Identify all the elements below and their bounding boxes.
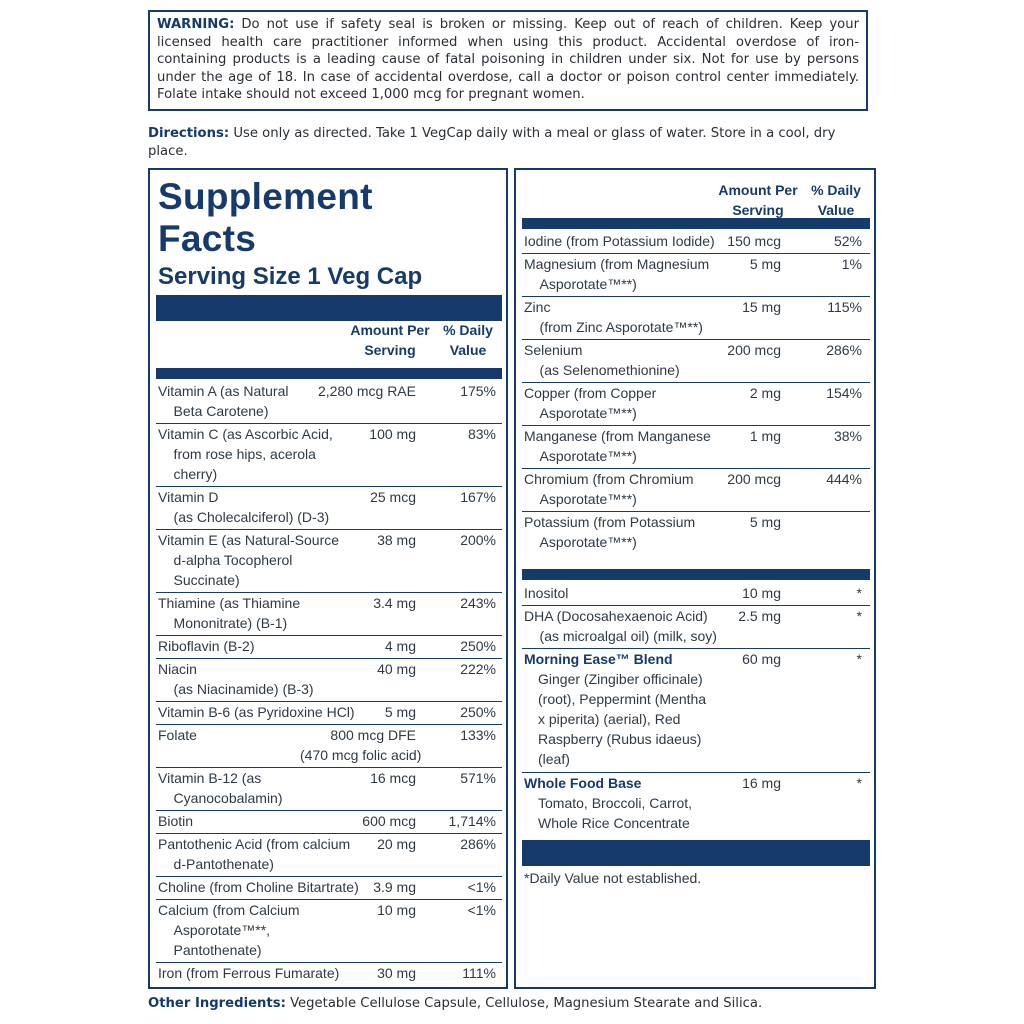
nutrient-name: Vitamin D (as Cholecalciferol) (D-3) <box>158 489 330 525</box>
directions-label: Directions: <box>148 126 230 141</box>
nutrient-amount: 2 mg <box>749 385 781 401</box>
blend-daily-value: * <box>856 775 862 791</box>
nutrient-amount: 38 mg <box>377 532 416 548</box>
warning-text: Do not use if safety seal is broken or missing. Keep out of reach of children. Keep your licensed health care practitioner informed when using this product. Accidental overdose of iron-containing products is a leading cause of fatal poisoning in children under six. Not for use by persons under the age of 18. In case of accidental overdose, call a doctor or poison control center immediately. Folate intake should not exceed 1,000 mcg for pregnant women. <box>157 17 859 103</box>
nutrient-daily-value: 111% <box>462 965 496 981</box>
nutrient-daily-value: 571% <box>460 770 496 786</box>
nutrient-name: Vitamin B-6 (as Pyridoxine HCl) <box>158 704 355 720</box>
nutrient-amount: 10 mg <box>377 902 416 918</box>
nutrient-name: Potassium (from Potassium Asporotate™**) <box>524 514 696 550</box>
nutrient-amount: 40 mg <box>377 661 416 677</box>
column-header-amount: Amount Per Serving <box>718 182 798 218</box>
nutrient-name: Calcium (from Calcium Asporotate™**, Pantothenate) <box>158 902 300 958</box>
nutrient-name: Chromium (from Chromium Asporotate™**) <box>524 471 694 507</box>
nutrient-name: DHA (Docosahexaenoic Acid) (as microalgal oil) (milk, soy) <box>524 608 717 644</box>
nutrient-daily-value: 1% <box>841 256 862 272</box>
nutrient-name: Vitamin C (as Ascorbic Acid, from rose hips, acerola cherry) <box>158 426 333 482</box>
nutrient-name: Biotin <box>158 813 194 829</box>
nutrient-name: Iodine (from Potassium Iodide) <box>524 233 715 249</box>
facts-title-line1: Supplement <box>158 176 373 217</box>
supplement-facts-right-panel <box>514 168 876 989</box>
nutrient-amount: 30 mg <box>377 965 416 981</box>
directions-text: Use only as directed. Take 1 VegCap daily with a meal or glass of water. Store in a cool, dry place. <box>148 126 836 159</box>
nutrient-name: Vitamin A (as Natural Beta Carotene) <box>158 383 289 419</box>
blend-name: Morning Ease™ Blend <box>524 651 673 667</box>
nutrient-daily-value: 175% <box>460 383 496 399</box>
nutrient-name: Copper (from Copper Asporotate™**) <box>524 385 657 421</box>
column-header-dv: % Daily Value <box>443 322 493 358</box>
nutrient-amount: 600 mcg <box>362 813 416 829</box>
nutrient-name: Vitamin B-12 (as Cyanocobalamin) <box>158 770 283 806</box>
blend-amount: 60 mg <box>742 651 781 667</box>
nutrient-daily-value: 286% <box>826 342 862 358</box>
nutrient-name: Folate <box>158 727 197 743</box>
nutrient-name: Zinc (from Zinc Asporotate™**) <box>524 299 703 335</box>
nutrient-daily-value: <1% <box>467 902 496 918</box>
nutrient-amount: 16 mcg <box>370 770 416 786</box>
nutrient-name: Manganese (from Manganese Asporotate™**) <box>524 428 711 464</box>
nutrient-amount: 2.5 mg <box>738 608 781 624</box>
column-header-amount: Amount Per Serving <box>350 322 430 358</box>
other-ingredients-label: Other Ingredients: <box>148 996 286 1011</box>
nutrient-amount: 3.4 mg <box>373 595 416 611</box>
nutrient-name: Thiamine (as Thiamine Mononitrate) (B-1) <box>158 595 301 631</box>
thick-bar <box>522 840 870 866</box>
nutrient-name: Vitamin E (as Natural-Source d-alpha Tocopherol Succinate) <box>158 532 340 588</box>
nutrient-amount: 150 mcg <box>727 233 781 249</box>
facts-title <box>158 176 373 260</box>
nutrient-daily-value: 52% <box>833 233 862 249</box>
nutrient-amount: 5 mg <box>749 514 781 530</box>
nutrient-daily-value: 133% <box>460 727 496 743</box>
blend-description: Ginger (Zingiber officinale) (root), Peppermint (Mentha x piperita) (aerial), Red Raspberry (Rubus idaeus) (leaf) <box>538 671 707 767</box>
nutrient-daily-value: 286% <box>460 836 496 852</box>
nutrient-amount: 15 mg <box>742 299 781 315</box>
thick-bar <box>522 218 870 229</box>
nutrient-name: Niacin (as Niacinamide) (B-3) <box>158 661 314 697</box>
nutrient-daily-value: 444% <box>826 471 862 487</box>
nutrient-daily-value: 38% <box>833 428 862 444</box>
nutrient-amount: 4 mg <box>384 638 416 654</box>
nutrient-daily-value: 250% <box>460 704 496 720</box>
blend-daily-value: * <box>856 651 862 667</box>
nutrient-daily-value: 1,714% <box>448 813 496 829</box>
nutrient-name: Riboflavin (B-2) <box>158 638 255 654</box>
nutrient-daily-value: * <box>856 608 862 624</box>
nutrient-name: Pantothenic Acid (from calcium d-Pantothenate) <box>158 836 351 872</box>
nutrient-daily-value: 222% <box>460 661 496 677</box>
nutrient-amount: 20 mg <box>377 836 416 852</box>
column-header-dv: % Daily Value <box>811 182 861 218</box>
nutrient-amount: 5 mg <box>749 256 781 272</box>
nutrient-daily-value: 200% <box>460 532 496 548</box>
supplement-facts-left-panel <box>148 168 508 989</box>
nutrient-daily-value: <1% <box>467 879 496 895</box>
blend-name: Whole Food Base <box>524 775 642 791</box>
nutrient-amount: 200 mcg <box>727 342 781 358</box>
nutrient-amount: 100 mg <box>369 426 416 442</box>
nutrient-amount: 200 mcg <box>727 471 781 487</box>
other-ingredients-text: Vegetable Cellulose Capsule, Cellulose, Magnesium Stearate and Silica. <box>290 996 763 1011</box>
serving-size: Serving Size 1 Veg Cap <box>158 263 423 290</box>
nutrient-amount: 800 mcg DFE (470 mcg folic acid) <box>300 727 422 763</box>
nutrient-name: Inositol <box>524 585 569 601</box>
nutrient-amount: 2,280 mcg RAE <box>317 383 416 399</box>
nutrient-daily-value: 115% <box>827 299 862 315</box>
nutrient-daily-value: * <box>856 585 862 601</box>
nutrient-amount: 10 mg <box>742 585 781 601</box>
nutrient-daily-value: 243% <box>460 595 496 611</box>
thick-bar <box>156 368 502 379</box>
directions <box>148 125 870 161</box>
blend-amount: 16 mg <box>742 775 781 791</box>
nutrient-amount: 3.9 mg <box>373 879 416 895</box>
blend-description: Tomato, Broccoli, Carrot, Whole Rice Concentrate <box>538 795 693 831</box>
nutrient-amount: 5 mg <box>384 704 416 720</box>
warning-box <box>148 10 868 111</box>
nutrient-amount: 25 mcg <box>370 489 416 505</box>
daily-value-footnote: *Daily Value not established. <box>524 870 702 886</box>
nutrient-name: Selenium (as Selenomethionine) <box>524 342 680 378</box>
nutrient-daily-value: 154% <box>826 385 862 401</box>
nutrient-name: Iron (from Ferrous Fumarate) <box>158 965 340 981</box>
nutrient-daily-value: 167% <box>460 489 496 505</box>
thick-bar <box>156 295 502 321</box>
facts-title-line2: Facts <box>158 218 257 259</box>
nutrient-name: Choline (from Choline Bitartrate) <box>158 879 359 895</box>
warning-label: WARNING: <box>157 17 235 32</box>
nutrient-name: Magnesium (from Magnesium Asporotate™**) <box>524 256 710 292</box>
nutrient-amount: 1 mg <box>749 428 781 444</box>
other-ingredients <box>148 995 908 1013</box>
nutrient-daily-value: 83% <box>467 426 496 442</box>
nutrient-daily-value: 250% <box>460 638 496 654</box>
thick-bar <box>522 569 870 580</box>
